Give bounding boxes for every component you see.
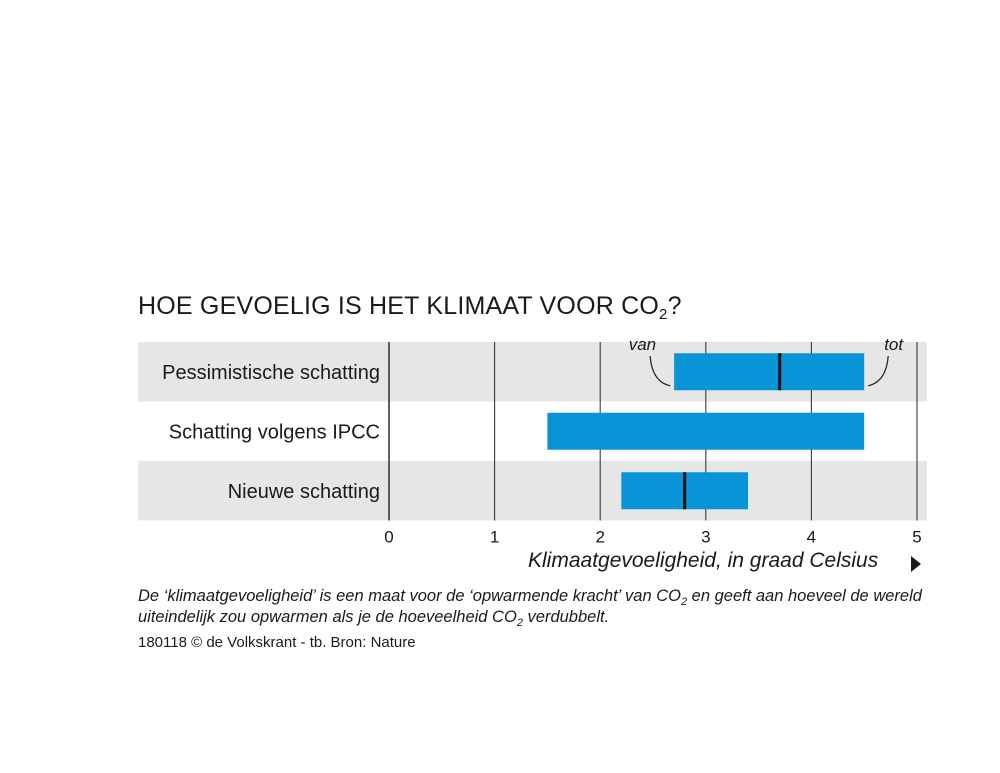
range-bar-1 bbox=[547, 413, 864, 450]
x-tick-label-5: 5 bbox=[912, 527, 922, 547]
footnote-subscript-2: 2 bbox=[516, 617, 523, 629]
annotation-tot: tot bbox=[884, 335, 904, 354]
x-tick-label-0: 0 bbox=[384, 527, 394, 547]
category-label-2: Nieuwe schatting bbox=[227, 480, 380, 503]
footnote-part-1: De ‘klimaatgevoeligheid’ is een maat voor de ‘opwarmende kracht’ van CO bbox=[138, 587, 681, 605]
x-tick-label-2: 2 bbox=[595, 527, 605, 547]
annotation-van: van bbox=[628, 335, 657, 354]
category-label-0: Pessimistische schatting bbox=[162, 361, 380, 384]
source-credit: 180118 © de Volkskrant - tb. Bron: Nature bbox=[138, 634, 416, 651]
x-tick-labels bbox=[384, 528, 921, 547]
x-tick-label-3: 3 bbox=[701, 527, 711, 547]
x-tick-label-4: 4 bbox=[806, 527, 817, 547]
range-bar-0 bbox=[674, 353, 864, 390]
category-label-1: Schatting volgens IPCC bbox=[168, 421, 380, 444]
chart-title-text: HOE GEVOELIG IS HET KLIMAAT VOOR CO bbox=[138, 292, 660, 320]
chart-title-suffix: ? bbox=[667, 292, 682, 320]
x-axis-arrow-icon bbox=[911, 556, 921, 572]
footnote bbox=[138, 586, 928, 628]
footnote-subscript-1: 2 bbox=[680, 596, 688, 608]
chart-title-subscript: 2 bbox=[659, 306, 668, 323]
x-tick-label-1: 1 bbox=[489, 527, 500, 547]
footnote-part-3: verdubbelt. bbox=[522, 608, 610, 626]
x-axis-label: Klimaatgevoeligheid, in graad Celsius bbox=[528, 549, 879, 572]
footnote-part-2: en geeft aan hoeveel de wereld uiteindelijk zou opwarmen als je de hoeveelheid CO bbox=[138, 587, 922, 626]
